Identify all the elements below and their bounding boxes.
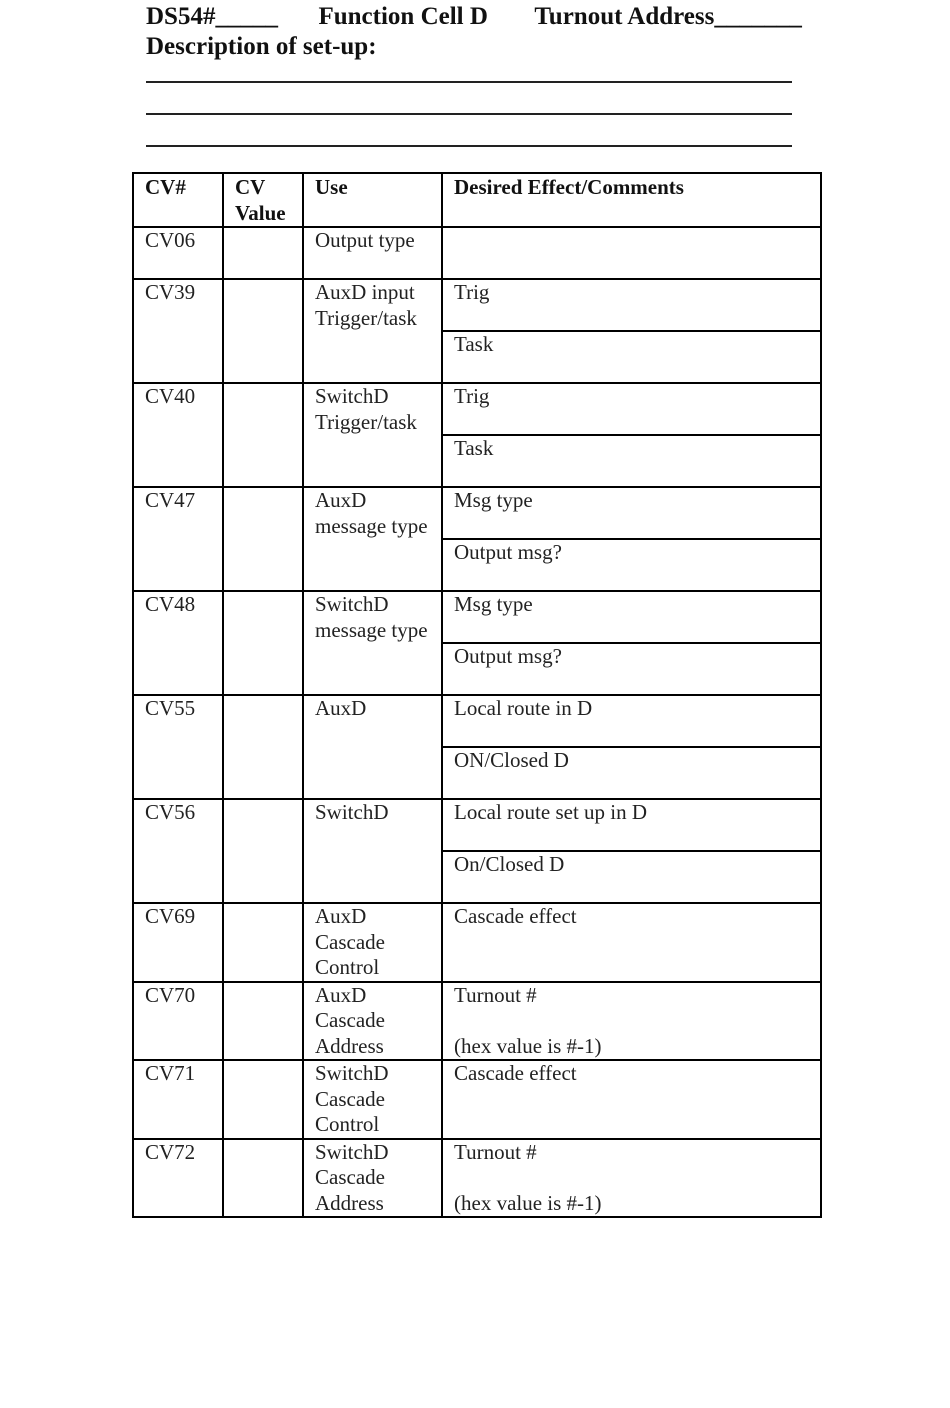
column-header-cv-value: CV Value — [223, 173, 303, 227]
effect-cell[interactable]: Local route set up in D — [442, 799, 821, 851]
cv-value-cell[interactable] — [223, 695, 303, 799]
cv-value-cell[interactable] — [223, 227, 303, 279]
table-row — [133, 1060, 821, 1139]
cv-value-cell[interactable] — [223, 383, 303, 487]
effect-cell[interactable]: Output msg? — [442, 643, 821, 695]
ds54-number-field[interactable]: DS54#_____ — [146, 3, 278, 30]
effect-cell[interactable]: Local route in D — [442, 695, 821, 747]
table-row — [133, 279, 821, 331]
cv-value-cell[interactable] — [223, 591, 303, 695]
cv-number: CV48 — [133, 591, 223, 695]
effect-cell[interactable]: ON/Closed D — [442, 747, 821, 799]
use-cell: AuxD input Trigger/task — [303, 279, 442, 383]
effect-cell[interactable]: Msg type — [442, 487, 821, 539]
cv-table — [132, 172, 822, 1218]
use-cell: SwitchD Cascade Address — [303, 1139, 442, 1218]
table-row — [133, 695, 821, 747]
table-header-row — [133, 173, 821, 227]
effect-cell[interactable]: Trig — [442, 383, 821, 435]
hex-note: (hex value is #-1) — [454, 1190, 602, 1215]
cell-label: Function Cell D — [318, 3, 488, 30]
table-row — [133, 383, 821, 435]
description-label: Description of set-up: — [146, 33, 377, 60]
hex-note: (hex value is #-1) — [454, 1033, 602, 1058]
cv-number: CV71 — [133, 1060, 223, 1139]
cv-value-cell[interactable] — [223, 1139, 303, 1218]
effect-cell[interactable] — [442, 227, 821, 279]
cv-number: CV40 — [133, 383, 223, 487]
cv-value-cell[interactable] — [223, 279, 303, 383]
use-cell: SwitchD — [303, 799, 442, 903]
effect-cell[interactable] — [442, 1139, 821, 1218]
effect-cell[interactable]: Trig — [442, 279, 821, 331]
cv-value-cell[interactable] — [223, 799, 303, 903]
cv-number: CV70 — [133, 982, 223, 1061]
effect-cell[interactable] — [442, 982, 821, 1061]
cv-number: CV72 — [133, 1139, 223, 1218]
table-row — [133, 1139, 821, 1218]
cv-number: CV56 — [133, 799, 223, 903]
description-line-3[interactable] — [146, 145, 792, 147]
effect-cell[interactable]: Msg type — [442, 591, 821, 643]
cv-value-cell[interactable] — [223, 487, 303, 591]
cv-number: CV06 — [133, 227, 223, 279]
form-header — [146, 2, 806, 62]
table-row — [133, 982, 821, 1061]
effect-cell[interactable]: On/Closed D — [442, 851, 821, 903]
use-cell: AuxD Cascade Address — [303, 982, 442, 1061]
cv-number: CV69 — [133, 903, 223, 982]
table-row — [133, 487, 821, 539]
form-title-line — [146, 2, 806, 31]
use-cell: AuxD — [303, 695, 442, 799]
turnout-address-field[interactable]: Turnout Address_______ — [534, 3, 802, 30]
column-header-desired-effect: Desired Effect/Comments — [442, 173, 821, 227]
column-header-use: Use — [303, 173, 442, 227]
use-cell: SwitchD message type — [303, 591, 442, 695]
table-row — [133, 799, 821, 851]
column-header-cv: CV# — [133, 173, 223, 227]
effect-cell[interactable]: Task — [442, 331, 821, 383]
cv-number: CV39 — [133, 279, 223, 383]
use-cell: AuxD Cascade Control — [303, 903, 442, 982]
use-cell: Output type — [303, 227, 442, 279]
use-cell: SwitchD Trigger/task — [303, 383, 442, 487]
table-row — [133, 903, 821, 982]
use-cell: AuxD message type — [303, 487, 442, 591]
effect-cell[interactable]: Cascade effect — [442, 903, 821, 982]
effect-cell[interactable]: Output msg? — [442, 539, 821, 591]
effect-text: Turnout # — [454, 1139, 537, 1164]
effect-cell[interactable]: Task — [442, 435, 821, 487]
effect-cell[interactable]: Cascade effect — [442, 1060, 821, 1139]
cv-value-cell[interactable] — [223, 982, 303, 1061]
cv-number: CV55 — [133, 695, 223, 799]
use-cell: SwitchD Cascade Control — [303, 1060, 442, 1139]
table-row — [133, 227, 821, 279]
description-line-1[interactable] — [146, 81, 792, 83]
cv-number: CV47 — [133, 487, 223, 591]
cv-value-cell[interactable] — [223, 903, 303, 982]
effect-text: Turnout # — [454, 982, 537, 1007]
table-row — [133, 591, 821, 643]
description-line-2[interactable] — [146, 113, 792, 115]
cv-value-cell[interactable] — [223, 1060, 303, 1139]
